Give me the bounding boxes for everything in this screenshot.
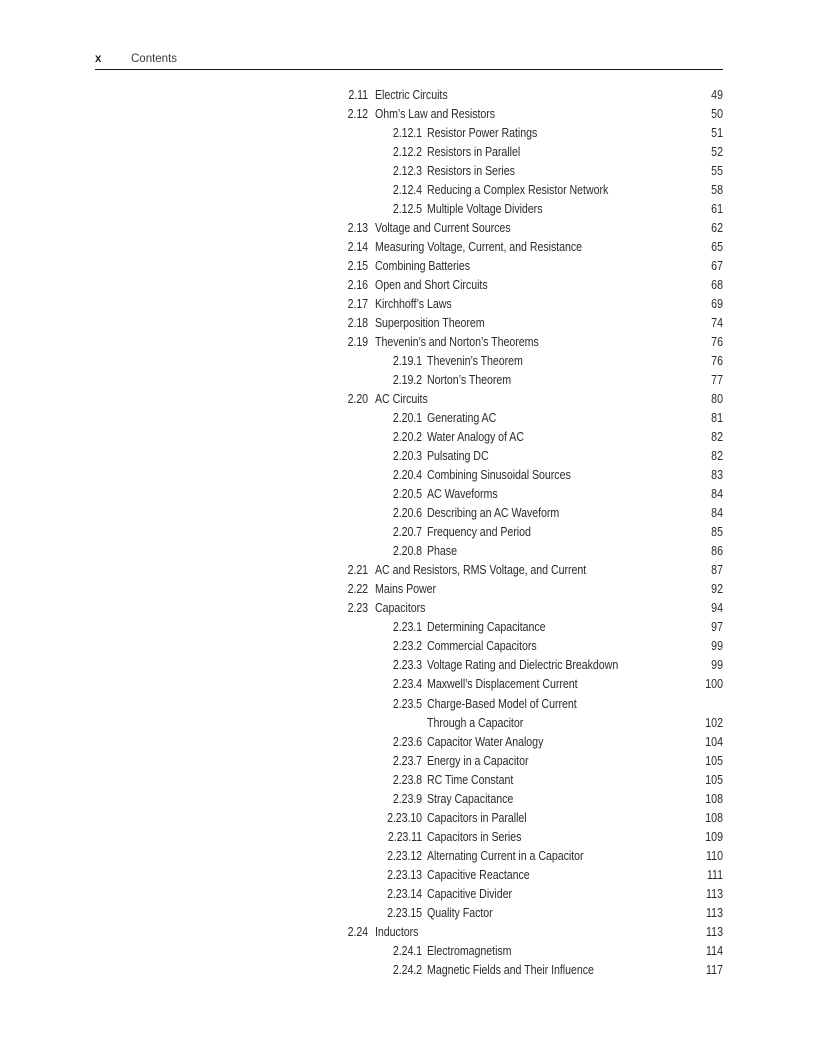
toc-entry-number: 2.23.10 [387, 810, 422, 825]
toc-entry[interactable] [333, 371, 723, 390]
toc-entry-number: 2.15 [347, 259, 368, 274]
toc-entry-page-number[interactable]: 104 [705, 734, 723, 749]
toc-entry-title[interactable]: Phase [427, 544, 457, 559]
running-head-title: Contents [131, 53, 178, 65]
toc-entry-title[interactable]: Electric Circuits [375, 88, 448, 102]
toc-entry[interactable] [333, 257, 723, 276]
toc-entry-number: 2.12.1 [392, 126, 422, 141]
toc-entry-number: 2.23.13 [387, 867, 422, 882]
toc-entry-number: 2.12 [347, 107, 368, 122]
toc-entry-title[interactable]: Energy in a Capacitor [427, 753, 529, 768]
toc-entry[interactable] [333, 599, 723, 618]
toc-entry-page-number[interactable]: 52 [711, 145, 723, 160]
toc-entry-number: 2.12.5 [392, 202, 422, 217]
toc-entry-number: 2.23.4 [392, 677, 422, 692]
toc-entry-title[interactable]: Generating AC [427, 411, 497, 426]
toc-entry[interactable] [333, 675, 723, 694]
toc-entry-page-number[interactable]: 113 [706, 886, 723, 901]
toc-entry-page-number[interactable]: 110 [706, 848, 723, 863]
toc-entry-number: 2.23.5 [392, 696, 422, 711]
toc-entry[interactable] [333, 276, 723, 295]
header-divider [95, 69, 723, 70]
toc-entry-title[interactable]: Ohm’s Law and Resistors [375, 107, 496, 122]
toc-entry[interactable] [333, 238, 723, 257]
toc-entry-number: 2.20.1 [392, 411, 422, 426]
toc-entry-number: 2.20 [347, 392, 368, 407]
toc-entry-number: 2.23.14 [387, 886, 422, 901]
toc-entry-page-number[interactable]: 105 [705, 772, 723, 787]
toc-entry[interactable] [333, 86, 723, 105]
toc-entry[interactable] [333, 333, 723, 352]
toc-entry-page-number[interactable]: 76 [711, 335, 723, 350]
toc-entry-number: 2.22 [347, 582, 368, 597]
toc-entry-page-number[interactable]: 86 [711, 544, 723, 559]
toc-entry-number: 2.23.15 [387, 905, 422, 920]
toc-entry-page-number[interactable]: 82 [711, 430, 723, 445]
toc-entry-title[interactable]: Magnetic Fields and Their Influence [427, 962, 594, 977]
toc-entry[interactable] [333, 162, 723, 181]
toc-entry-number: 2.13 [347, 221, 368, 236]
toc-entry-page-number[interactable]: 117 [706, 962, 723, 977]
toc-entry-page-number[interactable]: 62 [711, 221, 723, 236]
toc-entry-title[interactable]: Water Analogy of AC [427, 430, 525, 445]
toc-entry-number: 2.23.3 [392, 658, 422, 673]
toc-entry[interactable] [333, 105, 723, 124]
toc-entry[interactable] [333, 181, 723, 200]
toc-entry-title[interactable]: AC and Resistors, RMS Voltage, and Current [375, 563, 587, 578]
toc-entry-page-number[interactable]: 85 [711, 525, 723, 540]
toc-entry[interactable] [333, 200, 723, 219]
toc-entry-number: 2.19.2 [392, 373, 422, 388]
toc-entry-title[interactable]: Thevenin’s and Norton’s Theorems [375, 335, 539, 350]
toc-entry-number: 2.12.3 [392, 164, 422, 179]
toc-entry[interactable] [333, 885, 723, 904]
toc-entry[interactable] [333, 295, 723, 314]
toc-entry-title[interactable]: Resistor Power Ratings [427, 126, 538, 141]
toc-entry-page-number[interactable]: 105 [705, 753, 723, 768]
toc-entry-number: 2.20.4 [392, 468, 422, 483]
toc-entry[interactable] [333, 695, 723, 714]
toc-entry-page-number[interactable]: 69 [711, 297, 723, 312]
toc-entry-page-number[interactable]: 94 [711, 601, 723, 616]
toc-entry[interactable] [333, 714, 723, 733]
toc-entry[interactable] [333, 352, 723, 371]
toc-entry-title[interactable]: Capacitive Divider [427, 886, 513, 901]
toc-entry-page-number[interactable]: 61 [711, 202, 723, 217]
toc-entry-title[interactable]: Stray Capacitance [427, 791, 514, 806]
toc-entry[interactable] [333, 771, 723, 790]
toc-entry-title[interactable]: Electromagnetism [427, 943, 512, 958]
toc-entry-number: 2.20.6 [392, 506, 422, 521]
toc-entry-page-number[interactable]: 100 [705, 677, 723, 692]
toc-entry-number: 2.23.6 [392, 734, 422, 749]
toc-entry[interactable] [333, 904, 723, 923]
toc-entry-number: 2.20.2 [392, 430, 422, 445]
toc-entry-title[interactable]: Resistors in Series [427, 164, 515, 179]
toc-entry-page-number[interactable]: 80 [711, 392, 723, 407]
toc-entry-page-number[interactable]: 81 [711, 411, 723, 426]
toc-entry-title[interactable]: Multiple Voltage Dividers [427, 202, 543, 217]
toc-entry[interactable] [333, 809, 723, 828]
toc-entry-title[interactable]: Capacitor Water Analogy [427, 734, 544, 749]
toc-entry[interactable] [333, 790, 723, 809]
toc-entry-title[interactable]: Thevenin’s Theorem [427, 354, 523, 369]
toc-entry[interactable] [333, 428, 723, 447]
toc-entry-number: 2.19 [347, 335, 368, 350]
toc-entry-number: 2.12.2 [392, 145, 422, 160]
toc-entry-page-number[interactable]: 102 [705, 715, 723, 730]
toc-entry-number: 2.14 [347, 240, 368, 255]
toc-entry-title[interactable]: AC Circuits [375, 392, 428, 407]
toc-entry-number: 2.20.3 [392, 449, 422, 464]
toc-entry[interactable] [333, 942, 723, 961]
toc-entry-page-number[interactable]: 58 [711, 183, 723, 198]
toc-entry-title[interactable]: Maxwell’s Displacement Current [427, 677, 578, 692]
toc-entry[interactable] [333, 637, 723, 656]
toc-entry-title[interactable]: Voltage Rating and Dielectric Breakdown [427, 658, 619, 673]
toc-entry-title[interactable]: Determining Capacitance [427, 620, 546, 635]
toc-entry[interactable] [333, 504, 723, 523]
toc-entry-title[interactable]: Pulsating DC [427, 449, 489, 464]
toc-entry-title[interactable]: Through a Capacitor [427, 715, 524, 730]
toc-entry-title[interactable]: Frequency and Period [427, 525, 531, 540]
toc-entry[interactable] [333, 390, 723, 409]
toc-entry-number: 2.24 [347, 924, 368, 939]
toc-entry-title[interactable]: AC Waveforms [427, 487, 498, 502]
toc-entry[interactable] [333, 485, 723, 504]
toc-entry-title[interactable]: Kirchhoff’s Laws [375, 297, 452, 312]
page-folio: x [95, 53, 102, 65]
toc-entry-number: 2.23.11 [387, 829, 422, 844]
toc-entry-title[interactable]: Resistors in Parallel [427, 145, 521, 160]
toc-entry-number: 2.20.8 [392, 544, 422, 559]
toc-entry-number: 2.21 [347, 563, 368, 578]
toc-entry-number: 2.24.2 [392, 962, 422, 977]
toc-entry[interactable] [333, 847, 723, 866]
toc-entry-page-number[interactable]: 113 [706, 905, 723, 920]
toc-entry-title[interactable]: Alternating Current in a Capacitor [427, 848, 584, 863]
toc-entry-number: 2.17 [347, 297, 368, 312]
toc-entry-title[interactable]: Voltage and Current Sources [375, 221, 511, 236]
running-head [95, 52, 723, 74]
toc-entry[interactable] [333, 466, 723, 485]
toc-entry-page-number[interactable]: 51 [711, 126, 723, 141]
toc-entry-page-number[interactable]: 67 [711, 259, 723, 274]
toc-entry[interactable] [333, 923, 723, 942]
toc-entry-number: 2.18 [347, 316, 368, 331]
toc-entry-page-number[interactable]: 77 [711, 373, 723, 388]
toc-entry[interactable] [333, 580, 723, 599]
toc-entry-page-number[interactable]: 92 [711, 582, 723, 597]
toc-entry-title[interactable]: Combining Sinusoidal Sources [427, 468, 571, 483]
toc-entry-page-number[interactable]: 83 [711, 468, 723, 483]
toc-entry-title[interactable]: Quality Factor [427, 905, 493, 920]
toc-entry-title[interactable]: Inductors [375, 924, 419, 939]
toc-entry-page-number[interactable]: 68 [711, 278, 723, 293]
toc-entry-page-number[interactable]: 82 [711, 449, 723, 464]
toc-entry-title[interactable]: Superposition Theorem [375, 316, 485, 331]
toc-entry-title[interactable]: Norton’s Theorem [427, 373, 512, 388]
toc-entry[interactable] [333, 961, 723, 980]
toc-entry-page-number[interactable]: 113 [706, 924, 723, 939]
toc-entry-page-number[interactable]: 114 [706, 943, 723, 958]
toc-entry-title[interactable]: Combining Batteries [375, 259, 471, 274]
toc-entry-page-number[interactable]: 111 [706, 867, 723, 882]
toc-entry[interactable] [333, 124, 723, 143]
toc-entry[interactable] [333, 314, 723, 333]
toc-entry-title[interactable]: Mains Power [375, 582, 437, 597]
toc-entry-number: 2.23.8 [392, 772, 422, 787]
toc-entry-number: 2.11 [348, 88, 368, 102]
toc-entry-number: 2.23.2 [392, 639, 422, 654]
toc-entry[interactable] [333, 542, 723, 561]
toc-entry[interactable] [333, 866, 723, 885]
toc-entry[interactable] [333, 409, 723, 428]
toc-entry-page-number[interactable]: 108 [705, 791, 723, 806]
toc-entry-title[interactable]: Capacitors in Parallel [427, 810, 527, 825]
toc-entry[interactable] [333, 143, 723, 162]
toc-entry-number: 2.23.7 [392, 753, 422, 768]
toc-entry-number: 2.16 [347, 278, 368, 293]
toc-entry-page-number[interactable]: 74 [711, 316, 723, 331]
toc-entry-title[interactable]: Capacitors [375, 601, 426, 616]
toc-entry[interactable] [333, 733, 723, 752]
toc-entry-page-number[interactable]: 99 [711, 658, 723, 673]
toc-entry-number: 2.20.5 [392, 487, 422, 502]
toc-entry[interactable] [333, 618, 723, 637]
toc-entry-title[interactable]: Measuring Voltage, Current, and Resistance [375, 240, 583, 255]
toc-entry[interactable] [333, 561, 723, 580]
toc-entry-number: 2.23.1 [392, 620, 422, 635]
toc-entry-number: 2.12.4 [392, 183, 422, 198]
toc-entry-page-number[interactable]: 108 [705, 810, 723, 825]
toc-entry-page-number[interactable]: 99 [711, 639, 723, 654]
toc-entry-page-number[interactable]: 76 [711, 354, 723, 369]
toc-entry[interactable] [333, 656, 723, 675]
toc-entry-page-number[interactable]: 97 [711, 620, 723, 635]
toc-entry-title[interactable]: RC Time Constant [427, 772, 514, 787]
toc-entry-number: 2.19.1 [392, 354, 422, 369]
toc-entry[interactable] [333, 828, 723, 847]
toc-entry-title[interactable]: Commercial Capacitors [427, 639, 537, 654]
table-of-contents [333, 86, 723, 980]
toc-entry-page-number[interactable]: 84 [711, 487, 723, 502]
toc-entry-title[interactable]: Capacitors in Series [427, 829, 522, 844]
toc-entry-page-number[interactable]: 50 [711, 107, 723, 122]
toc-entry-title[interactable]: Open and Short Circuits [375, 278, 488, 293]
toc-entry-page-number[interactable]: 65 [711, 240, 723, 255]
toc-entry-page-number[interactable]: 109 [705, 829, 723, 844]
toc-entry-title[interactable]: Reducing a Complex Resistor Network [427, 183, 609, 198]
toc-entry-page-number[interactable]: 55 [711, 164, 723, 179]
toc-entry[interactable] [333, 523, 723, 542]
toc-entry-number: 2.23.9 [392, 791, 422, 806]
toc-entry[interactable] [333, 219, 723, 238]
toc-entry-number: 2.23.12 [387, 848, 422, 863]
toc-entry-title[interactable]: Charge-Based Model of Current [427, 696, 577, 711]
toc-entry[interactable] [333, 752, 723, 771]
toc-entry-number: 2.23 [347, 601, 368, 616]
toc-entry-title[interactable]: Describing an AC Waveform [427, 506, 560, 521]
toc-entry-title[interactable]: Capacitive Reactance [427, 867, 530, 882]
toc-entry-page-number[interactable]: 87 [711, 563, 723, 578]
toc-entry-page-number[interactable]: 49 [711, 88, 723, 102]
toc-entry-number: 2.20.7 [392, 525, 422, 540]
toc-entry-page-number[interactable]: 84 [711, 506, 723, 521]
toc-entry-number: 2.24.1 [392, 943, 422, 958]
toc-entry[interactable] [333, 447, 723, 466]
